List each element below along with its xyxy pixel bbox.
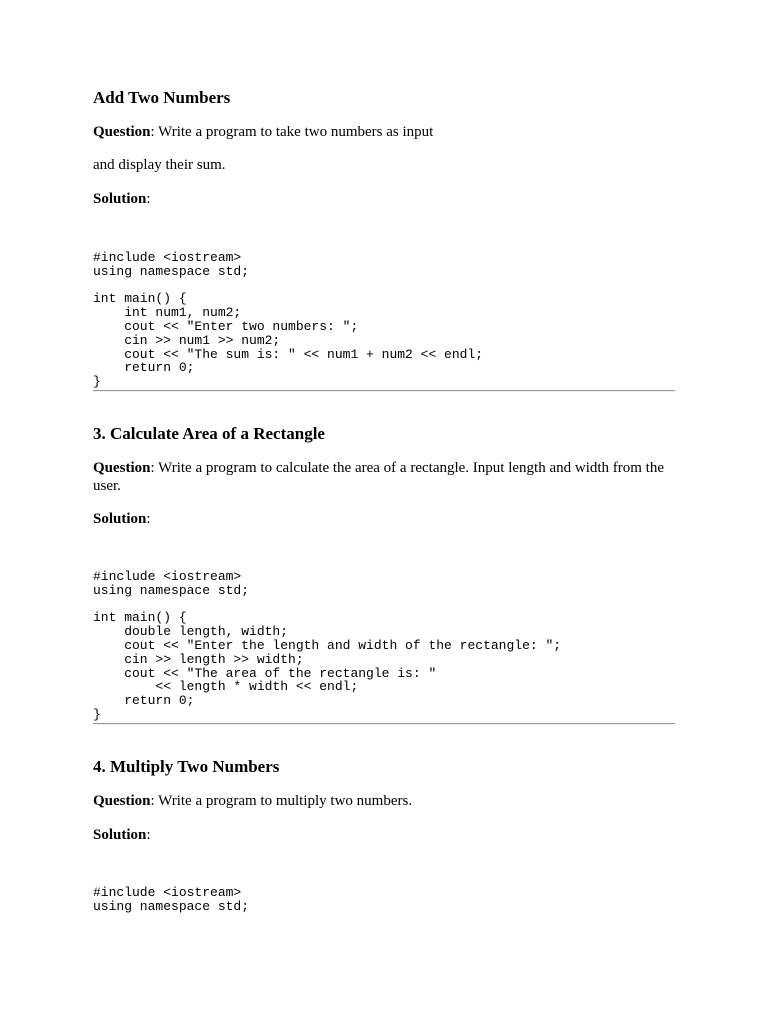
- question-label: Question: [93, 460, 151, 476]
- solution-heading: [93, 826, 675, 844]
- solution-label: Solution: [93, 191, 147, 207]
- section-divider: [93, 723, 675, 725]
- question-paragraph: [93, 123, 675, 141]
- section-title: 3. Calculate Area of a Rectangle: [93, 424, 325, 443]
- question-text: : Write a program to calculate the area of a rectangle. Input length and width from the user.: [93, 460, 665, 494]
- question-paragraph: [93, 459, 675, 495]
- solution-colon: :: [146, 827, 151, 843]
- solution-label: Solution: [93, 511, 147, 527]
- solution-heading: [93, 190, 675, 208]
- question-label: Question: [93, 793, 151, 809]
- section-title: 4. Multiply Two Numbers: [93, 757, 280, 776]
- solution-heading: [93, 510, 675, 528]
- question-text: : Write a program to multiply two numbers.: [150, 793, 413, 809]
- code-block: #include <iostream> using namespace std; int main() { int num1, num2; cout << "Enter two numbers: "; cin >> num1 >> num2; cout << "The sum is: " << num1 + num2 << endl; return 0; }: [93, 250, 484, 390]
- question-text: : Write a program to take two numbers as input: [150, 124, 434, 140]
- question-paragraph: [93, 792, 675, 810]
- section-title: Add Two Numbers: [93, 88, 231, 107]
- question-label: Question: [93, 124, 151, 140]
- code-block: #include <iostream> using namespace std; int main() { double length, width; cout << "Enter the length and width of the rectangle: "; cin >> length >> width; cout << "The area of the rectangle is: " << length * width << endl; return 0; }: [93, 569, 562, 722]
- question-continuation: and display their sum.: [93, 157, 226, 173]
- code-block: #include <iostream> using namespace std;: [93, 885, 250, 914]
- solution-label: Solution: [93, 827, 147, 843]
- solution-colon: :: [146, 511, 151, 527]
- solution-colon: :: [146, 191, 151, 207]
- section-divider: [93, 390, 675, 392]
